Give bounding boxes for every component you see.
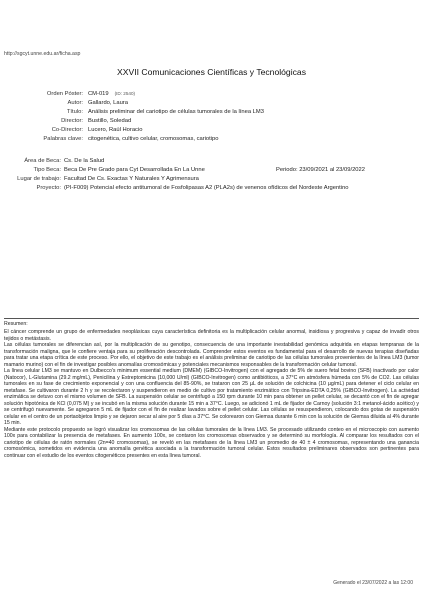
field-value: Facultad De Cs. Exactas Y Naturales Y Agrimensura [64,176,199,182]
field-value: Análisis preliminar del cariotipo de células tumorales de la línea LM3 [88,109,264,115]
field-periodo: Periodo: 23/09/2021 al 23/09/2022 [276,167,365,173]
field-autor [0,99,423,108]
url-line[interactable]: http://sgcyt.unne.edu.ar/ficha.asp [4,51,81,57]
field-label: Orden Póster: [46,91,83,97]
field-director [0,117,423,126]
field-value [88,90,135,98]
field-value: (PI-F009) Potencial efecto antitumoral de Fosfolipasas A2 (PLA2s) de venenos ofídicos del Nordeste Argentino [64,185,349,191]
abstract-paragraph: Mediante este protocolo propuesto se logró visualizar los cromosomas de las células tumorales de la línea LM3. Se procesado utilizando conteo en el microscopio con aumento 100x para contabilizar la presencia de metafases. En aumento 100x, se contaron los cromosomas observados y se determinó su morfología. Al comparar los resultados con el cariotipo de células de ratón normales (2n=40 cromosomas), se reveló en las metafases de la línea LM3 un promedio de 40 ± 4 cromosomas, representando una ganancia cromosómica, sometidos en evidencia una anomalía genética asociada a la transformación tumoral celular. Estos resultados preliminares observados son pertinentes para continuar con el estudio de los eventos citogenéticos presentes en esta línea tumoral. [4,426,419,459]
field-value: Lucero, Raúl Horacio [88,127,143,133]
abstract-paragraph: Las células tumorales se diferencian así, por la multiplicación de su genotipo, consecuencia de una importante inestabilidad genómica adquirida en etapas tempranas de la transformación maligna, que le confiere ventaja para su proliferación descontrolada. Comprender estos eventos es fundamental para el desarrollo de nuevas terapias diseñadas para tratar una etapa crítica de este proceso. Por ello, el objetivo de este trabajo es el análisis preliminar de cariotipo de las células tumorales provenientes de la línea LM3 (tumor mamario murino) con el fin de investigar posibles anomalías cromosómicas y potenciales mecanismos responsables de la transformación celular tumoral. [4,342,419,368]
field-label: Título: [66,109,83,115]
field-orden [0,90,423,99]
field-label: Co-Director: [51,127,83,133]
field-tipo-beca [0,166,423,175]
abstract-paragraph: La línea celular LM3 se mantuvo en Dulbecco's minimum essential medium (DMEM) (GIBCO-Invitrogen) con el agregado de 5% de suero fetal bovino (SFB) inactivado por calor (Natocor), L-Glutamina (29.2 mg/mL), Penicilina y Estreptomicina (10,000 U/ml) (GIBCO-Invitrogen) como antibióticos, a 37°C en atmósfera húmeda con 5% de CO2. Las células tumorales en su fase de crecimiento exponencial y con una confluencia del 85-90%, se trataron con 25 µL de solución de colchicina (10 µg/mL) para detener el ciclo celular en metafase. Se cultivaron durante 2 h y se recolectaron y suspendieron en medio de cultivo por tratamiento enzimático con Tripsina-EDTA 0,25% (GIBCO-Invitrogen). La actividad enzimática se detuvo con el mismo volumen de SFB. La suspensión celular se centrifugó a 150 rpm durante 10 min para obtener un pellet celular, se decantó con el fin de agregar solución hipotónica de KCl (0,075 M) y se incubó en la misma solución durante 15 min a 37°C. Luego, se adicionó 1 mL de fijador de Carnoy (solución 3:1 metanol-ácido acético) y se centrifugó nuevamente. Se agregaron 5 mL de fijador con el fin de realizar lavados sobre el pellet celular. Las células se resuspendieron, colocando dos gotas de suspensión celular en el centro de un portaobjetos limpio y se dejaron secar al aire por 5 días a 37°C. Se colorearon con Giemsa durante 6 min con la solución de Giemsa diluida al 4% durante 15 min. [4,368,419,426]
abstract-paragraph: El cáncer comprende un grupo de enfermedades neoplásicas cuya característica definitoria es la multiplicación celular anormal, insidiosa y progresiva y capaz de invadir otros tejidos o metástasis. [4,329,419,342]
generated-footer: Generado el 23/07/2022 a las 12:00 [333,580,413,586]
field-label: Autor: [67,100,83,106]
field-label: Proyecto: [36,185,61,191]
field-label: Área de Beca: [24,158,61,164]
field-titulo [0,108,423,117]
orden-id: (ID: 2540) [114,91,136,96]
field-palabras-clave [0,135,423,144]
field-proyecto [0,184,423,193]
field-value: Beca De Pre Grado para Cyt Desarrollada En La Unne [64,167,205,173]
field-codirector [0,126,423,135]
field-value: Cs. De la Salud [64,158,105,164]
abstract-label: Resumen: [4,321,28,327]
field-area-beca [0,157,423,166]
field-label: Tipo Beca: [33,167,61,173]
field-label: Palabras clave: [43,136,83,142]
field-value: Gallardo, Laura [88,100,128,106]
field-value: citogenética, cultivo celular, cromosomas, cariotipo [88,136,219,142]
field-value: Bustillo, Soledad [88,118,132,124]
field-label: Director: [61,118,83,124]
divider [4,318,419,319]
document-title: XXVII Comunicaciones Científicas y Tecnológicas [117,67,306,77]
field-label: Lugar de trabajo: [17,176,61,182]
field-lugar-trabajo [0,175,423,184]
abstract [4,321,419,459]
orden-value: CM-019 [88,91,109,97]
